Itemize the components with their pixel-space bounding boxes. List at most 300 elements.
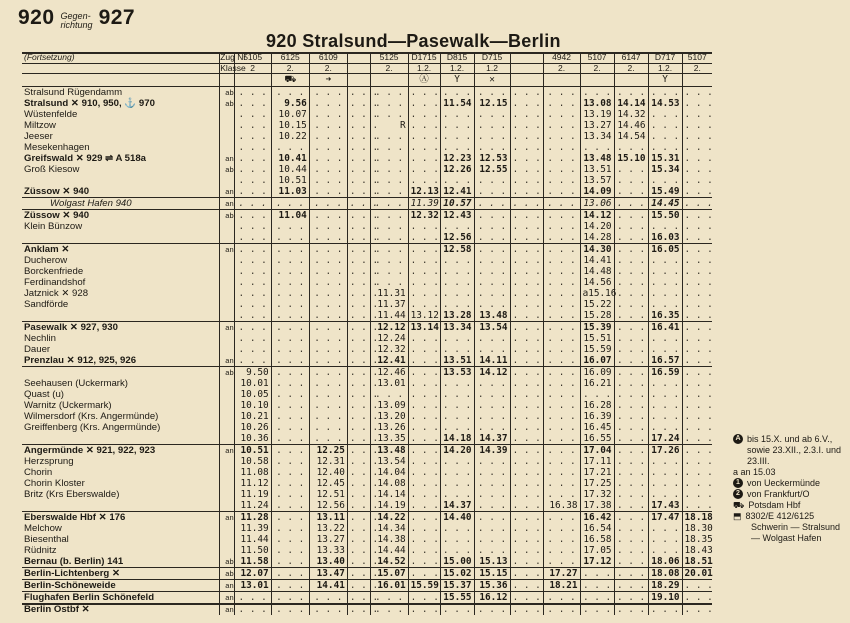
station-name: Miltzow xyxy=(24,120,56,131)
station-name: Mesekenhagen xyxy=(24,142,90,153)
time-cell: 10.41 xyxy=(271,153,309,164)
time-cell: . . . xyxy=(614,142,648,153)
time-cell: 14.18 xyxy=(440,433,474,445)
time-cell: 15.22 xyxy=(580,299,614,310)
time-cell: 11.24 xyxy=(234,500,271,512)
time-cell: R xyxy=(370,120,408,131)
time-cell: . . . xyxy=(510,422,543,433)
train-class: 2. xyxy=(370,63,408,74)
time-cell: 12.41 xyxy=(370,355,408,367)
time-cell: 11.03 xyxy=(271,186,309,198)
time-cell: . . . xyxy=(474,221,510,232)
time-cell: 10.36 xyxy=(234,433,271,445)
table-row xyxy=(22,210,712,222)
time-cell: . . . xyxy=(309,389,347,400)
time-cell: 18.30 xyxy=(682,523,712,534)
time-cell: . . . xyxy=(510,592,543,604)
time-cell: . . . xyxy=(408,556,440,568)
time-cell: . . . xyxy=(408,523,440,534)
time-cell: 12.12 xyxy=(370,322,408,334)
time-cell: . . . xyxy=(614,389,648,400)
arr-dep-label xyxy=(220,378,234,389)
time-cell: 12.26 xyxy=(440,164,474,175)
train-number: 6147 xyxy=(614,53,648,63)
legend-4 xyxy=(733,511,847,522)
time-cell: . . . xyxy=(510,221,543,232)
time-cell: . . . xyxy=(234,164,271,175)
station-name: Britz (Krs Eberswalde) xyxy=(24,489,120,500)
timetable-title: 920 Stralsund—Pasewalk—Berlin xyxy=(266,31,561,51)
time-cell: . . . xyxy=(510,255,543,266)
train-class: 1.2. xyxy=(440,63,474,74)
time-cell: . . . xyxy=(648,378,682,389)
time-cell: . . . xyxy=(408,456,440,467)
time-cell: 13.22 xyxy=(309,523,347,534)
time-cell: . . . xyxy=(347,221,370,232)
table-row xyxy=(22,299,712,310)
time-cell: 12.45 xyxy=(309,478,347,489)
bottom-rule xyxy=(22,604,712,605)
time-cell: . . . xyxy=(440,456,474,467)
time-cell: . . . xyxy=(408,512,440,524)
time-cell: 14.34 xyxy=(370,523,408,534)
time-cell: . . . xyxy=(510,120,543,131)
time-cell: . . . xyxy=(682,266,712,277)
time-cell: . . . xyxy=(347,175,370,186)
time-cell: . . . xyxy=(510,367,543,379)
time-cell: 10.05 xyxy=(234,389,271,400)
arr-dep-label xyxy=(220,288,234,299)
train-number: 5107 xyxy=(580,53,614,63)
time-cell: 14.40 xyxy=(440,512,474,524)
continuation-label: (Fortsetzung) xyxy=(22,53,220,63)
time-cell: . . . xyxy=(648,422,682,433)
time-cell: 18.08 xyxy=(648,568,682,580)
time-cell: 13.01 xyxy=(370,378,408,389)
time-cell: . . . xyxy=(614,411,648,422)
time-cell: 14.14 xyxy=(614,98,648,109)
time-cell: . . . xyxy=(234,221,271,232)
time-cell: . . . xyxy=(543,288,580,299)
time-cell: 15.50 xyxy=(648,210,682,222)
time-cell: . . . xyxy=(370,210,408,222)
table-row xyxy=(22,592,712,604)
time-cell: 15.59 xyxy=(580,344,614,355)
time-cell: . . . xyxy=(271,355,309,367)
table-row xyxy=(22,232,712,244)
time-cell: 13.01 xyxy=(234,580,271,592)
time-cell: . . . xyxy=(614,556,648,568)
legend-5 xyxy=(733,522,847,544)
time-cell: 13.54 xyxy=(370,456,408,467)
time-cell: . . . xyxy=(347,299,370,310)
time-cell: 15.10 xyxy=(614,153,648,164)
icon-row-spacer xyxy=(220,74,234,87)
train-icon-cell xyxy=(682,74,712,87)
time-cell: 13.34 xyxy=(580,131,614,142)
time-cell: . . . xyxy=(614,232,648,244)
time-cell: 12.53 xyxy=(474,153,510,164)
time-cell: . . . xyxy=(614,367,648,379)
time-cell: 11.04 xyxy=(271,210,309,222)
time-cell: . . . xyxy=(271,433,309,445)
time-cell: . . . xyxy=(648,400,682,411)
time-cell: . . . xyxy=(510,299,543,310)
time-cell: . . . xyxy=(309,299,347,310)
time-cell: . . . xyxy=(347,478,370,489)
time-cell: . . . xyxy=(347,545,370,556)
time-cell: . . . xyxy=(614,255,648,266)
time-cell: . . . xyxy=(271,500,309,512)
table-row xyxy=(22,322,712,334)
time-cell: 15.13 xyxy=(474,556,510,568)
station-name: Prenzlau ✕ 912, 925, 926 xyxy=(24,355,137,366)
time-cell: . . . xyxy=(347,592,370,604)
legend-4-text: 8302/E 412/6125 xyxy=(745,511,815,521)
time-cell: . . . xyxy=(440,523,474,534)
station-name: Dauer xyxy=(24,344,51,355)
time-cell: . . . xyxy=(234,344,271,355)
time-cell: . . . xyxy=(614,422,648,433)
station-name: Warnitz (Uckermark) xyxy=(24,400,112,411)
time-cell: 14.38 xyxy=(370,534,408,545)
time-cell: . . . xyxy=(370,164,408,175)
time-cell: 16.41 xyxy=(648,322,682,334)
time-cell: . . . xyxy=(309,186,347,198)
time-cell: 14.22 xyxy=(370,512,408,524)
time-cell: . . . xyxy=(543,198,580,210)
time-cell: . . . xyxy=(271,604,309,616)
time-cell: . . . xyxy=(682,244,712,256)
time-cell: . . . xyxy=(408,244,440,256)
station-name: Berlin Ostbf ✕ xyxy=(22,604,220,616)
train-icon-cell xyxy=(347,74,370,87)
time-cell: . . . xyxy=(614,400,648,411)
time-cell: . . . xyxy=(543,87,580,99)
time-cell: . . . xyxy=(543,422,580,433)
train-icon-cell xyxy=(614,74,648,87)
time-cell: . . . xyxy=(408,255,440,266)
time-cell: . . . xyxy=(347,512,370,524)
time-cell: . . . xyxy=(440,545,474,556)
time-cell: . . . xyxy=(580,580,614,592)
time-cell: . . . xyxy=(614,523,648,534)
table-row xyxy=(22,255,712,266)
time-cell: . . . xyxy=(309,411,347,422)
train-class: 2. xyxy=(271,63,309,74)
time-cell: 15.51 xyxy=(580,333,614,344)
time-cell: 10.51 xyxy=(271,175,309,186)
train-number: D815 xyxy=(440,53,474,63)
time-cell: . . . xyxy=(510,310,543,322)
time-cell: . . . xyxy=(309,378,347,389)
arr-dep-label xyxy=(220,333,234,344)
two-circle-icon: 2 xyxy=(733,489,743,499)
time-cell: 10.15 xyxy=(271,120,309,131)
time-cell: 13.34 xyxy=(440,322,474,334)
time-cell: . . . xyxy=(682,355,712,367)
time-cell: . . . xyxy=(309,109,347,120)
arr-dep-label xyxy=(220,389,234,400)
time-cell: 13.48 xyxy=(580,153,614,164)
station-name: Züssow ✕ 940 xyxy=(24,186,90,197)
time-cell: . . . xyxy=(271,333,309,344)
time-cell: 18.35 xyxy=(682,534,712,545)
time-cell: . . . xyxy=(510,244,543,256)
time-cell: . . . xyxy=(510,456,543,467)
time-cell: . . . xyxy=(648,523,682,534)
station-name xyxy=(22,175,220,186)
time-cell: 15.55 xyxy=(440,592,474,604)
time-cell: . . . xyxy=(474,400,510,411)
arr-dep-label xyxy=(220,175,234,186)
time-cell: . . . xyxy=(271,198,309,210)
time-cell: . . . xyxy=(614,467,648,478)
arr-dep-label xyxy=(220,266,234,277)
train-number xyxy=(347,53,370,63)
time-cell: . . . xyxy=(614,175,648,186)
station-name xyxy=(22,500,220,512)
time-cell: . . . xyxy=(271,344,309,355)
time-cell: 16.45 xyxy=(580,422,614,433)
klasse-label: Klasse xyxy=(220,62,246,73)
time-cell: 16.38 xyxy=(543,500,580,512)
time-cell: 14.37 xyxy=(440,500,474,512)
time-cell: . . . xyxy=(271,255,309,266)
time-cell: . . . xyxy=(347,255,370,266)
time-cell: . . . xyxy=(234,109,271,120)
time-cell: . . . xyxy=(474,545,510,556)
time-cell: . . . xyxy=(408,344,440,355)
time-cell: . . . xyxy=(440,266,474,277)
time-cell: 14.54 xyxy=(614,131,648,142)
time-cell: . . . xyxy=(234,198,271,210)
time-cell: 13.40 xyxy=(309,556,347,568)
time-cell: . . . xyxy=(271,592,309,604)
time-cell: . . . xyxy=(648,411,682,422)
time-cell: . . . xyxy=(271,445,309,457)
arr-dep-label: ab xyxy=(220,568,234,580)
time-cell: . . . xyxy=(682,98,712,109)
arr-dep-label: ab xyxy=(220,87,234,99)
train-icon-cell xyxy=(271,74,309,87)
time-cell: . . . xyxy=(648,344,682,355)
time-cell: 14.53 xyxy=(648,98,682,109)
legend xyxy=(733,434,847,544)
time-cell: 12.24 xyxy=(370,333,408,344)
time-cell: . . . xyxy=(347,310,370,322)
table-row xyxy=(22,288,712,299)
time-cell: 12.51 xyxy=(309,489,347,500)
train-number: D1715 xyxy=(408,53,440,63)
time-cell: 17.21 xyxy=(580,467,614,478)
time-cell: . . . xyxy=(543,400,580,411)
train-class: 2 xyxy=(234,63,271,74)
time-cell: . . . xyxy=(580,142,614,153)
time-cell: 10.58 xyxy=(234,456,271,467)
time-cell: 12.58 xyxy=(440,244,474,256)
arr-dep-label xyxy=(220,534,234,545)
time-cell: . . . xyxy=(271,400,309,411)
time-cell: . . . xyxy=(440,87,474,99)
time-cell: . . . xyxy=(614,433,648,445)
time-cell: 16.05 xyxy=(648,244,682,256)
counter-direction-number: 927 xyxy=(98,6,136,29)
train-class: 1.2. xyxy=(408,63,440,74)
time-cell: . . . xyxy=(543,534,580,545)
time-cell: . . . xyxy=(408,120,440,131)
time-cell: . . . xyxy=(408,604,440,616)
time-cell: . . . xyxy=(682,467,712,478)
time-cell: 14.56 xyxy=(580,277,614,288)
time-cell: . . . xyxy=(543,344,580,355)
time-cell: 14.04 xyxy=(370,467,408,478)
time-cell: . . . xyxy=(510,512,543,524)
time-cell: 15.39 xyxy=(580,322,614,334)
time-cell: . . . xyxy=(648,142,682,153)
arrow-icon: ➜ xyxy=(325,74,332,85)
time-cell: . . . xyxy=(234,299,271,310)
table-row xyxy=(22,400,712,411)
time-cell: . . . xyxy=(682,87,712,99)
time-cell: . . . xyxy=(648,545,682,556)
time-cell: . . . xyxy=(347,131,370,142)
time-cell: . . . xyxy=(309,221,347,232)
time-cell: 10.21 xyxy=(234,411,271,422)
time-cell: . . . xyxy=(347,120,370,131)
time-cell: . . . xyxy=(510,131,543,142)
time-cell: . . . xyxy=(648,467,682,478)
time-cell: . . . xyxy=(370,109,408,120)
station-name: Berlin-Lichtenberg ✕ xyxy=(22,568,220,580)
arr-dep-label xyxy=(220,277,234,288)
time-cell: 10.26 xyxy=(234,422,271,433)
table-row xyxy=(22,456,712,467)
time-cell: . . . xyxy=(309,164,347,175)
arr-dep-label xyxy=(220,310,234,322)
time-cell: . . . xyxy=(234,131,271,142)
bus-icon: ⛟ xyxy=(284,74,297,85)
time-cell: . . . xyxy=(474,500,510,512)
time-cell: . . . xyxy=(271,244,309,256)
time-cell: 15.36 xyxy=(474,580,510,592)
time-cell: . . . xyxy=(474,109,510,120)
time-cell: . . . xyxy=(347,333,370,344)
time-cell: . . . xyxy=(370,221,408,232)
time-cell: . . . xyxy=(648,221,682,232)
time-cell: . . . xyxy=(234,310,271,322)
time-cell: . . . xyxy=(309,367,347,379)
time-cell: 14.08 xyxy=(370,478,408,489)
time-cell: . . . xyxy=(510,87,543,99)
station-name: Bernau (b. Berlin) 141 xyxy=(24,556,124,567)
time-cell: . . . xyxy=(309,433,347,445)
table-row xyxy=(22,445,712,457)
table-row xyxy=(22,142,712,153)
time-cell: 14.20 xyxy=(580,221,614,232)
train-class: 1.2 xyxy=(474,63,510,74)
time-cell: . . . xyxy=(347,523,370,534)
time-cell: . . . xyxy=(543,523,580,534)
time-cell: . . . xyxy=(614,221,648,232)
gegenrichtung-label xyxy=(61,12,93,30)
table-row xyxy=(22,411,712,422)
time-cell: . . . xyxy=(682,378,712,389)
time-cell: . . . xyxy=(648,534,682,545)
time-cell: 16.54 xyxy=(580,523,614,534)
arr-dep-label xyxy=(220,142,234,153)
time-cell: . . . xyxy=(347,164,370,175)
time-cell: . . . xyxy=(309,310,347,322)
time-cell: . . . xyxy=(474,87,510,99)
time-cell: . . . xyxy=(408,232,440,244)
time-cell: . . . xyxy=(347,355,370,367)
table-row xyxy=(22,266,712,277)
table-row xyxy=(22,500,712,512)
time-cell: . . . xyxy=(543,367,580,379)
train-number: 6125 xyxy=(271,53,309,63)
time-cell: 12.23 xyxy=(440,153,474,164)
time-cell: . . . xyxy=(440,131,474,142)
time-cell: 12.25 xyxy=(309,445,347,457)
arr-dep-label: ab xyxy=(220,556,234,568)
table-row xyxy=(22,433,712,445)
station-name: Herzsprung xyxy=(24,456,74,467)
time-cell: . . . xyxy=(682,456,712,467)
station-name: Jeeser xyxy=(24,131,53,142)
train-number: 4942 xyxy=(543,53,580,63)
time-cell: 18.18 xyxy=(682,512,712,524)
time-cell: . . . xyxy=(614,87,648,99)
time-cell: 16.59 xyxy=(648,367,682,379)
time-cell: . . . xyxy=(309,592,347,604)
table-row xyxy=(22,310,712,322)
time-cell: . . . xyxy=(440,467,474,478)
train-icon-cell xyxy=(543,74,580,87)
time-cell: . . . xyxy=(474,512,510,524)
time-cell: . . . xyxy=(682,210,712,222)
time-cell: . . . xyxy=(543,131,580,142)
time-cell: . . . xyxy=(347,389,370,400)
dining-icon: Y xyxy=(662,74,668,85)
time-cell: . . . xyxy=(309,344,347,355)
table-row xyxy=(22,534,712,545)
arr-dep-label xyxy=(220,299,234,310)
time-cell: . . . xyxy=(543,164,580,175)
table-row xyxy=(22,175,712,186)
time-cell: . . . xyxy=(510,355,543,367)
time-cell: 14.48 xyxy=(580,266,614,277)
table-row xyxy=(22,545,712,556)
table-row xyxy=(22,604,712,616)
arr-dep-label xyxy=(220,411,234,422)
station-name: Stralsund ✕ 910, 950, ⚓ 970 xyxy=(24,98,155,109)
train-number: D715 xyxy=(474,53,510,63)
legend-1 xyxy=(733,478,847,489)
time-cell: . . . xyxy=(347,568,370,580)
time-cell: . . . xyxy=(474,478,510,489)
time-cell: . . . xyxy=(234,142,271,153)
time-cell: . . . xyxy=(347,186,370,198)
table-row xyxy=(22,186,712,198)
time-cell: . . . xyxy=(682,288,712,299)
time-cell: . . . xyxy=(682,186,712,198)
time-cell: . . . xyxy=(271,389,309,400)
time-cell: . . . xyxy=(347,604,370,616)
time-cell: . . . xyxy=(543,389,580,400)
time-cell: . . . xyxy=(510,545,543,556)
table-row xyxy=(22,422,712,433)
